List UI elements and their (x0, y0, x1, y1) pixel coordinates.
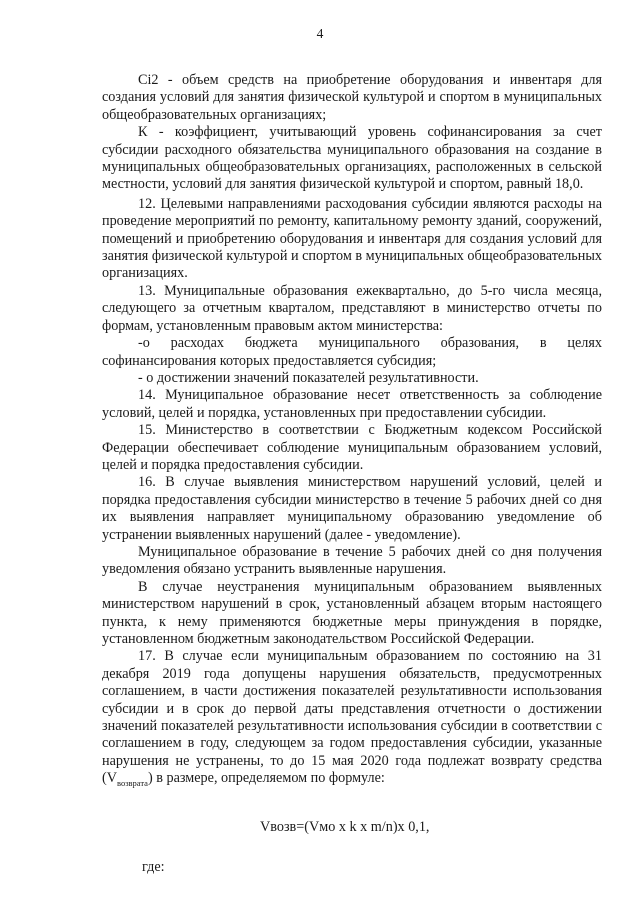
paragraph-14: 14. Муниципальное образование несет ответственность за соблюдение условий, целей и порядка, установленных при предоставлении субсидии. (102, 387, 602, 421)
refund-formula: Vвозв=(Vмо x k x m/n)x 0,1, (260, 819, 430, 835)
paragraph-15: 15. Министерство в соответствии с Бюджетным кодексом Российской Федерации обеспечивает соблюдение муниципальным образованием условий, целей и порядка предоставления субсидии. (102, 422, 602, 473)
paragraph-17-subscript: возврата (116, 778, 148, 789)
paragraph-k-coefficient: К - коэффициент, учитывающий уровень софинансирования за счет субсидии расходного обязательства муниципального образования на создание в муниципальных общеобразовательных организациях, расположенных в сельской местности, условий для занятия физической культурой и спортом, равный 18,0. (102, 124, 602, 193)
paragraph-17 (102, 648, 602, 787)
document-body (102, 72, 602, 788)
paragraph-ci2-definition: Ci2 - объем средств на приобретение оборудования и инвентаря для создания условий для занятия физической культурой и спортом в муниципальных общеобразовательных организациях; (102, 72, 602, 123)
where-label: где: (142, 859, 165, 875)
paragraph-13-item-expenses: -о расходах бюджета муниципального образования, в целях софинансирования которых предоставляется субсидия; (102, 335, 602, 369)
paragraph-13-item-indicators: - о достижении значений показателей результативности. (138, 369, 479, 386)
paragraph-13: 13. Муниципальные образования ежеквартально, до 5-го числа месяца, следующего за отчетным кварталом, представляют в министерство отчеты по формам, установленным правовым актом министерства: (102, 282, 602, 334)
paragraph-16-third: В случае неустранения муниципальным образованием выявленных министерством нарушений в срок, установленный абзацем вторым настоящего пункта, к нему применяются бюджетные меры принуждения в порядке, установленном бюджетным законодательством Российской Федерации. (102, 578, 602, 647)
page-number: 4 (316, 26, 324, 41)
paragraph-17-text: 17. В случае если муниципальным образованием по состоянию на 31 декабря 2019 года допущены нарушения обязательств, предусмотренных соглашением, в части достижения показателей результативности использования субсидии и в срок до первой даты представления отчетности о достижении значений показателей результативности использования субсидии в соответствии с соглашением в году, следующем за годом предоставления субсидии, указанные нарушения не устранены, то до 15 мая 2020 года подлежат возврату средства (V (102, 648, 602, 787)
paragraph-16-second: Муниципальное образование в течение 5 рабочих дней со дня получения уведомления обязано устранить выявленные нарушения. (102, 543, 602, 578)
paragraph-17-text-end: ) в размере, определяемом по формуле: (147, 770, 385, 787)
paragraph-16: 16. В случае выявления министерством нарушений условий, целей и порядка предоставления субсидии министерство в течение 5 рабочих дней со дня их выявления направляет муниципальному образованию уведомление об устранении выявленных нарушений (далее - уведомление). (102, 474, 602, 543)
paragraph-12: 12. Целевыми направлениями расходования субсидии являются расходы на проведение мероприятий по ремонту, капитальному ремонту зданий, сооружений, помещений и приобретению оборудования и инвентаря для создания условий для занятия физической культурой и спортом в муниципальных общеобразовательных организациях. (102, 195, 602, 282)
